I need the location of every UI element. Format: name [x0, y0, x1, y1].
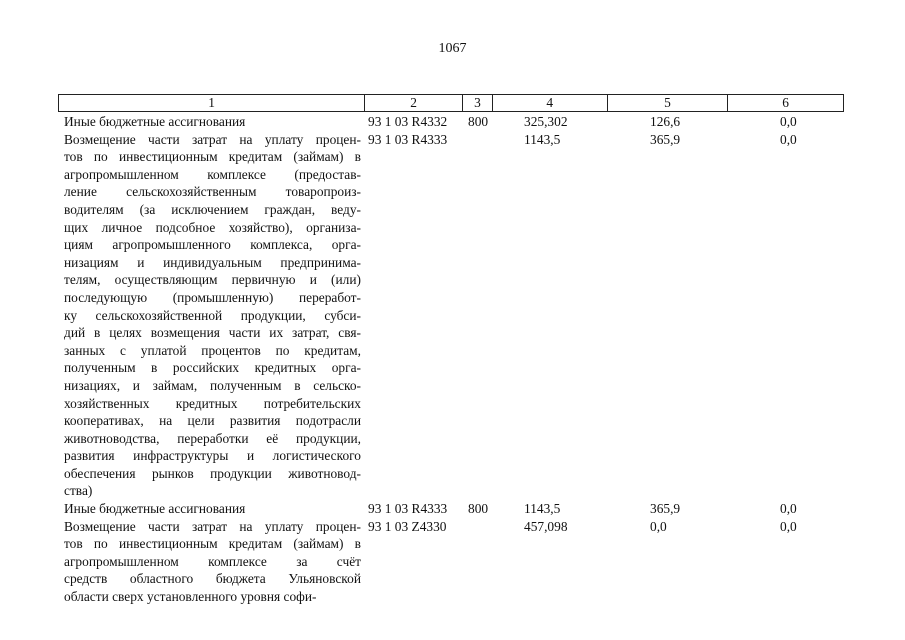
description-line: Возмещение части затрат на уплату процен- — [64, 131, 361, 147]
description-line: агропромышленном комплексе за счёт — [64, 553, 361, 569]
row-expense-type: 800 — [468, 114, 489, 129]
description-line: Иные бюджетные ассигнования — [64, 114, 246, 129]
description-line: щих личное подсобное хозяйство), организа- — [64, 219, 361, 235]
header-col-2: 2 — [365, 95, 463, 111]
description-line: дий в целях возмещения части их затрат, свя- — [64, 325, 361, 341]
row-value-col5: 365,9 — [650, 131, 681, 147]
description-line: циям агропромышленного комплекса, орга- — [64, 237, 361, 253]
table-body — [58, 113, 844, 606]
description-line: животноводства, переработки её продукции, — [64, 430, 361, 446]
description-line: развития инфраструктуры и логистического — [64, 448, 361, 464]
row-value-col6: 0,0 — [780, 501, 797, 517]
description-line: ства) — [64, 483, 93, 499]
description-line: низациях, и займам, полученным в сельско- — [64, 377, 361, 393]
row-code: 93 1 03 Z4330 — [368, 518, 447, 534]
header-col-6: 6 — [782, 95, 789, 110]
header-col-5: 5 — [608, 95, 729, 111]
header-col-1: 1 — [59, 95, 365, 111]
description-line: полученным в российских кредитных орга- — [64, 360, 361, 376]
row-code: 93 1 03 R4332 — [368, 114, 448, 129]
description-line: агропромышленном комплексе (предостав- — [64, 166, 361, 182]
table-header-row — [58, 94, 844, 112]
row-description — [64, 500, 361, 518]
description-line: хозяйственных кредитных потребительских — [64, 395, 361, 411]
page-number: 1067 — [438, 41, 467, 56]
row-code: 93 1 03 R4333 — [368, 131, 448, 147]
header-col-4: 4 — [493, 95, 608, 111]
description-line: Иные бюджетные ассигнования — [64, 501, 246, 517]
description-line: кооперативах, на цели развития подотрасли — [64, 413, 361, 429]
row-description — [64, 131, 361, 500]
description-line: обеспечения рынков продукции животновод- — [64, 465, 361, 481]
table-row — [58, 113, 844, 131]
row-value-col5: 126,6 — [650, 114, 681, 129]
description-line: последующую (промышленную) переработ- — [64, 289, 361, 305]
row-expense-type: 800 — [468, 501, 489, 517]
description-line: ление сельскохозяйственным товаропроиз- — [64, 184, 361, 200]
header-col-3: 3 — [463, 95, 493, 111]
row-value-col4: 1143,5 — [524, 131, 561, 147]
row-value-col6: 0,0 — [780, 131, 797, 147]
table-row — [58, 518, 844, 606]
description-line: телям, осуществляющим первичную и (или) — [64, 272, 361, 288]
description-line: средств областного бюджета Ульяновской — [64, 571, 361, 587]
description-line: водителям (за исключением граждан, веду- — [64, 201, 361, 217]
description-line: занных с уплатой процентов по кредитам, — [64, 342, 361, 358]
description-line: Возмещение части затрат на уплату процен- — [64, 518, 361, 534]
table-row — [58, 500, 844, 518]
row-value-col4: 325,302 — [524, 114, 568, 129]
row-code: 93 1 03 R4333 — [368, 501, 448, 517]
description-line: тов по инвестиционным кредитам (займам) в — [64, 149, 361, 165]
description-line: ку сельскохозяйственной продукции, субси- — [64, 307, 361, 323]
row-description — [64, 518, 361, 606]
row-value-col5: 365,9 — [650, 501, 681, 517]
row-description — [64, 113, 361, 131]
row-value-col6: 0,0 — [780, 114, 797, 129]
description-line: области сверх установленного уровня софи- — [64, 589, 317, 605]
description-line: низациям и индивидуальным предпринима- — [64, 254, 361, 270]
row-value-col4: 1143,5 — [524, 501, 561, 517]
row-value-col6: 0,0 — [780, 518, 797, 534]
row-value-col5: 0,0 — [650, 518, 667, 534]
table-row — [58, 131, 844, 500]
row-value-col4: 457,098 — [524, 518, 568, 534]
description-line: тов по инвестиционным кредитам (займам) в — [64, 536, 361, 552]
